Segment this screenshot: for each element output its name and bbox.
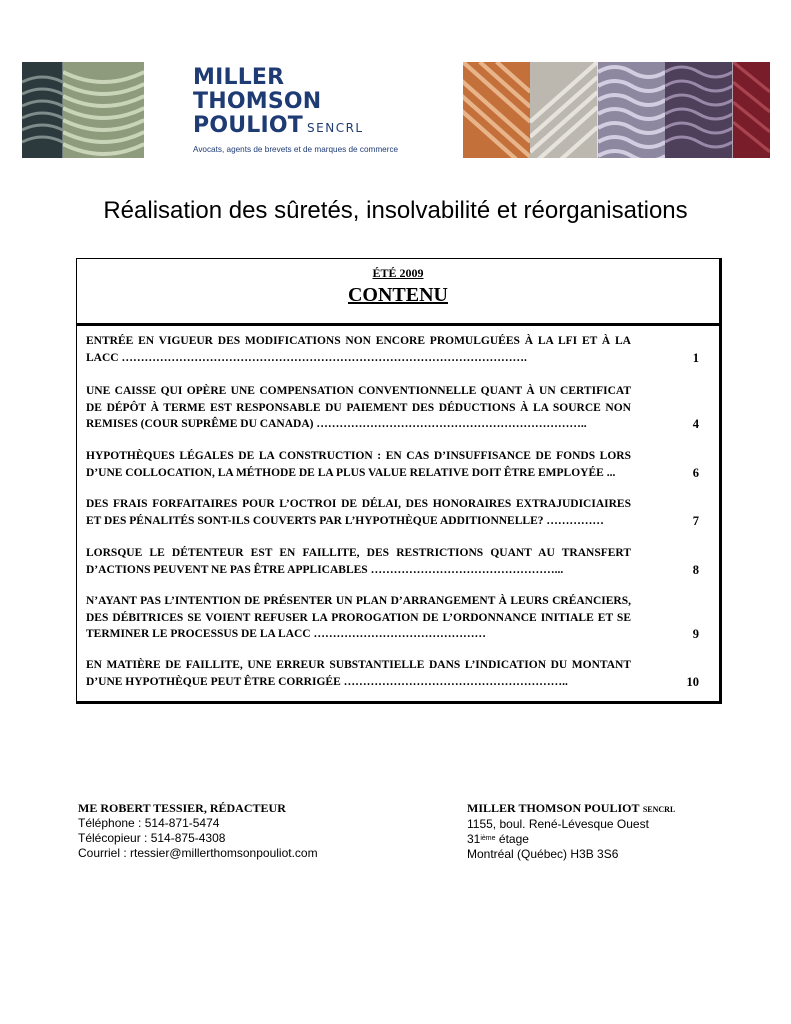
texture-tile (463, 62, 530, 158)
toc-entry[interactable] (86, 593, 706, 643)
firm-name: MILLER THOMSON POULIOT (467, 801, 640, 815)
toc-entry-page: 8 (692, 562, 699, 577)
toc-entry-title: LORSQUE LE DÉTENTEUR EST EN FAILLITE, DES RESTRICTIONS QUANT AU TRANSFERT D’ACTIONS PEUVENT NE PAS ÊTRE APPLICABLES …………………………………………... (86, 547, 631, 576)
contents-box (76, 258, 722, 704)
firm-address-line1: 1155, boul. René-Lévesque Ouest (467, 817, 649, 831)
toc-entry[interactable] (86, 657, 706, 690)
contents-heading: CONTENU (347, 284, 448, 306)
firm-city: Montréal (Québec) H3B 3S6 (467, 847, 619, 861)
toc-entry-title: UNE CAISSE QUI OPÈRE UNE COMPENSATION CONVENTIONNELLE QUANT À UN CERTIFICAT DE DÉPÔT À TERME EST RESPONSABLE DU PAIEMENT DES DÉDUCTIONS À LA SOURCE NON REMISES (COUR SUPRÊME DU CANADA) …………………………………………………………….. (86, 385, 631, 430)
logo-line-1: MILLER (193, 65, 285, 90)
toc-entry-title: EN MATIÈRE DE FAILLITE, UNE ERREUR SUBSTANTIELLE DANS L’INDICATION DU MONTANT D’UNE HYPOTHÈQUE PEUT ÊTRE CORRIGÉE ………………………………………………….. (86, 659, 631, 688)
firm-address (467, 801, 675, 862)
texture-image-right (463, 62, 770, 158)
firm-floor (467, 832, 675, 847)
toc-entry[interactable] (86, 333, 706, 366)
toc-entry-page: 1 (692, 350, 699, 365)
toc-entry-page: 7 (692, 513, 699, 528)
toc-entry-page: 4 (692, 417, 699, 431)
toc-entry-page: 9 (692, 627, 699, 641)
floor-number: 31 (467, 832, 481, 846)
editor-contact (78, 801, 318, 861)
floor-word: étage (498, 832, 529, 846)
toc-entry-title: N’AYANT PAS L’INTENTION DE PRÉSENTER UN PLAN D’ARRANGEMENT À LEURS CRÉANCIERS, DES DÉBITRICES SE VOIENT REFUSER LA PROROGATION DE L’ORDONNANCE INITIALE ET SE TERMINER LE PROCESSUS DE LA LACC ……………………………………… (86, 595, 631, 640)
toc-entry-title: HYPOTHÈQUES LÉGALES DE LA CONSTRUCTION : EN CAS D’INSUFFISANCE DE FONDS LORS D’UNE COLLOCATION, LA MÉTHODE DE LA PLUS VALUE RELATIVE DOIT ÊTRE EMPLOYÉE ... (86, 450, 631, 479)
toc-entry-title: DES FRAIS FORFAITAIRES POUR L’OCTROI DE DÉLAI, DES HONORAIRES EXTRAJUDICIAIRES ET DES PÉNALITÉS SONT-ILS COUVERTS PAR L’HYPOTHÈQUE ADDITIONNELLE? …………… (86, 498, 631, 527)
texture-tile (22, 62, 63, 158)
firm-suffix: SENCRL (642, 805, 676, 814)
toc-entry[interactable] (86, 496, 706, 529)
logo-suffix: SENCRL (307, 121, 364, 135)
toc-entry-title: ENTRÉE EN VIGUEUR DES MODIFICATIONS NON ENCORE PROMULGUÉES À LA LFI ET À LA LACC ……………………………………………………………………………………………. (86, 335, 631, 364)
contents-header (77, 259, 719, 326)
logo-line-3-text: POULIOT (193, 113, 304, 138)
floor-suffix: ième (480, 835, 496, 842)
firm-logo (193, 66, 453, 158)
editor-email[interactable]: Courriel : rtessier@millerthomsonpouliot.com (78, 846, 318, 860)
editor-name: ME ROBERT TESSIER, RÉDACTEUR (78, 801, 286, 815)
editor-phone: Téléphone : 514-871-5474 (78, 816, 220, 830)
texture-tile (665, 62, 732, 158)
page-title: Réalisation des sûretés, insolvabilité et réorganisations (103, 197, 688, 224)
texture-tile (530, 62, 597, 158)
toc-entry[interactable] (86, 448, 706, 481)
toc-entry-page: 10 (686, 674, 699, 689)
texture-tile (598, 62, 665, 158)
logo-line-2: THOMSON (193, 89, 322, 114)
logo-line-3 (193, 114, 453, 140)
logo-tagline: Avocats, agents de brevets et de marques de commerce (193, 145, 399, 154)
toc-entry[interactable] (86, 545, 706, 578)
texture-tile (733, 62, 770, 158)
toc-entry-page: 6 (692, 465, 699, 480)
texture-tile (63, 62, 144, 158)
firm-name-line (467, 801, 675, 817)
header-banner (22, 62, 770, 158)
season-label: ÉTÉ 2009 (372, 266, 424, 280)
texture-image-left (22, 62, 144, 158)
editor-fax: Télécopieur : 514-875-4308 (78, 831, 226, 845)
toc-entry[interactable] (86, 383, 706, 433)
